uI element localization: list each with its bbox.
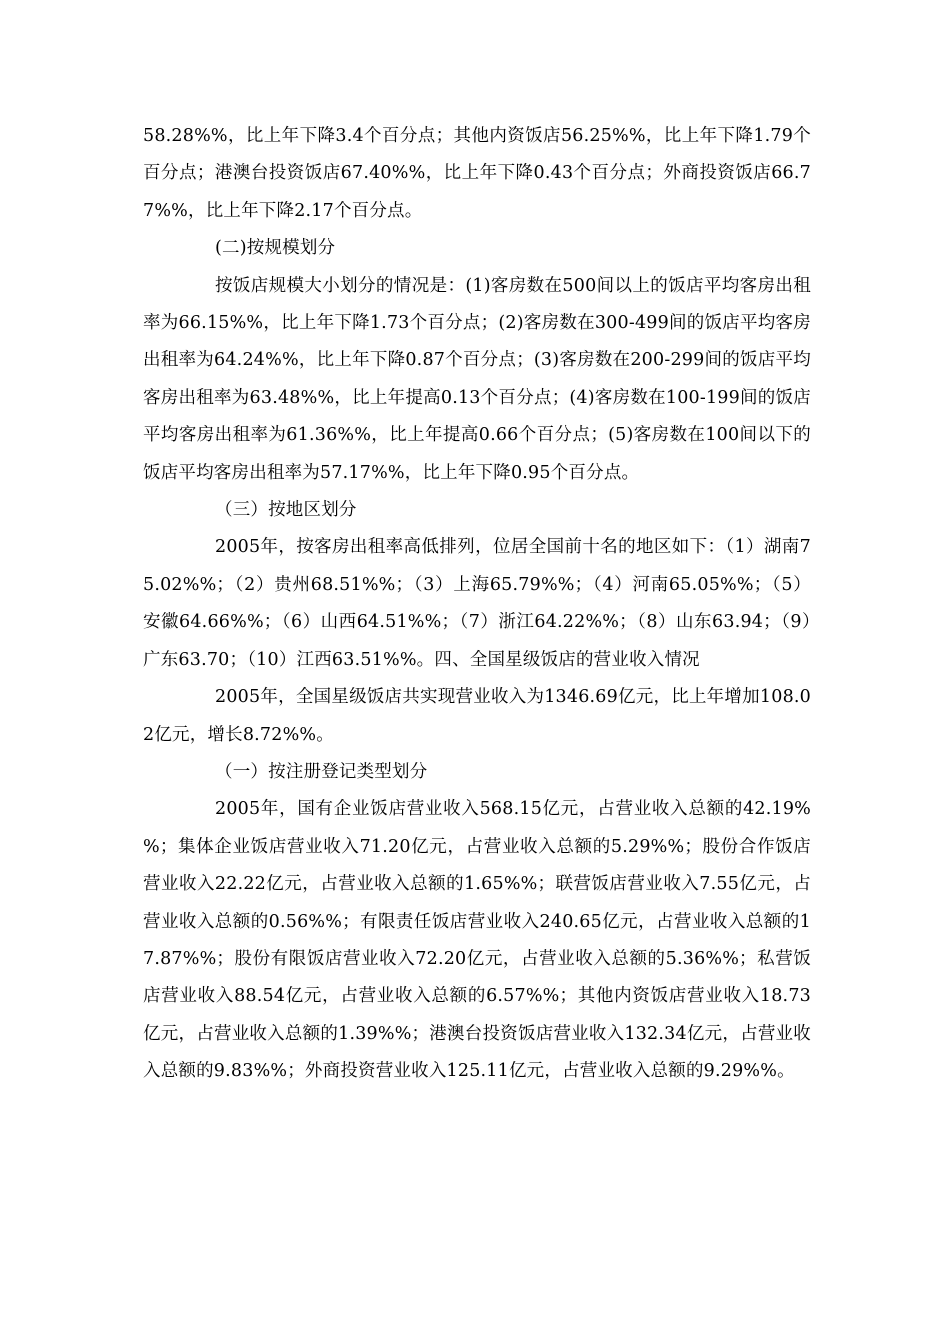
section-heading-revenue-by-registration: （一）按注册登记类型划分: [215, 761, 428, 782]
paragraph-top-ten-regions: 2005年，按客房出租率高低排列，位居全国前十名的地区如下：（1）湖南75.02%%；（2）贵州68.51%%；（3）上海65.79%%；（4）河南65.05%%；（5）安徽64.66%%；（6）山西64.51%%；（7）浙江64.22%%；（8）山东63.94；（9）广东63.70；（10）江西63.51%%。四、全国星级饭店的营业收入情况: [143, 537, 811, 670]
section-heading-by-region: （三）按地区划分: [215, 500, 357, 521]
paragraph-occupancy-by-scale: 按饭店规模大小划分的情况是：(1)客房数在500间以上的饭店平均客房出租率为66.15%%，比上年下降1.73个百分点；(2)客房数在300-499间的饭店平均客房出租率为64.24%%，比上年下降0.87个百分点；(3)客房数在200-299间的饭店平均客房出租率为63.48%%，比上年提高0.13个百分点；(4)客房数在100-199间的饭店平均客房出租率为61.36%%，比上年提高0.66个百分点；(5)客房数在100间以下的饭店平均客房出租率为57.17%%，比上年下降0.95个百分点。: [143, 275, 811, 483]
section-heading-by-scale: (二)按规模划分: [215, 238, 336, 259]
paragraph-occupancy-by-registration-continued: 58.28%%，比上年下降3.4个百分点；其他内资饭店56.25%%，比上年下降1.79个百分点；港澳台投资饭店67.40%%，比上年下降0.43个百分点；外商投资饭店66.77%%，比上年下降2.17个百分点。: [143, 126, 811, 221]
document-body: [143, 118, 811, 1091]
paragraph-revenue-by-registration: 2005年，国有企业饭店营业收入568.15亿元，占营业收入总额的42.19%%；集体企业饭店营业收入71.20亿元，占营业收入总额的5.29%%；股份合作饭店营业收入22.22亿元，占营业收入总额的1.65%%；联营饭店营业收入7.55亿元，占营业收入总额的0.56%%；有限责任饭店营业收入240.65亿元，占营业收入总额的17.87%%；股份有限饭店营业收入72.20亿元，占营业收入总额的5.36%%；私营饭店营业收入88.54亿元，占营业收入总额的6.57%%；其他内资饭店营业收入18.73亿元，占营业收入总额的1.39%%；港澳台投资饭店营业收入132.34亿元，占营业收入总额的9.83%%；外商投资营业收入125.11亿元，占营业收入总额的9.29%%。: [143, 799, 811, 1082]
paragraph-total-revenue: 2005年，全国星级饭店共实现营业收入为1346.69亿元，比上年增加108.02亿元，增长8.72%%。: [143, 687, 811, 745]
